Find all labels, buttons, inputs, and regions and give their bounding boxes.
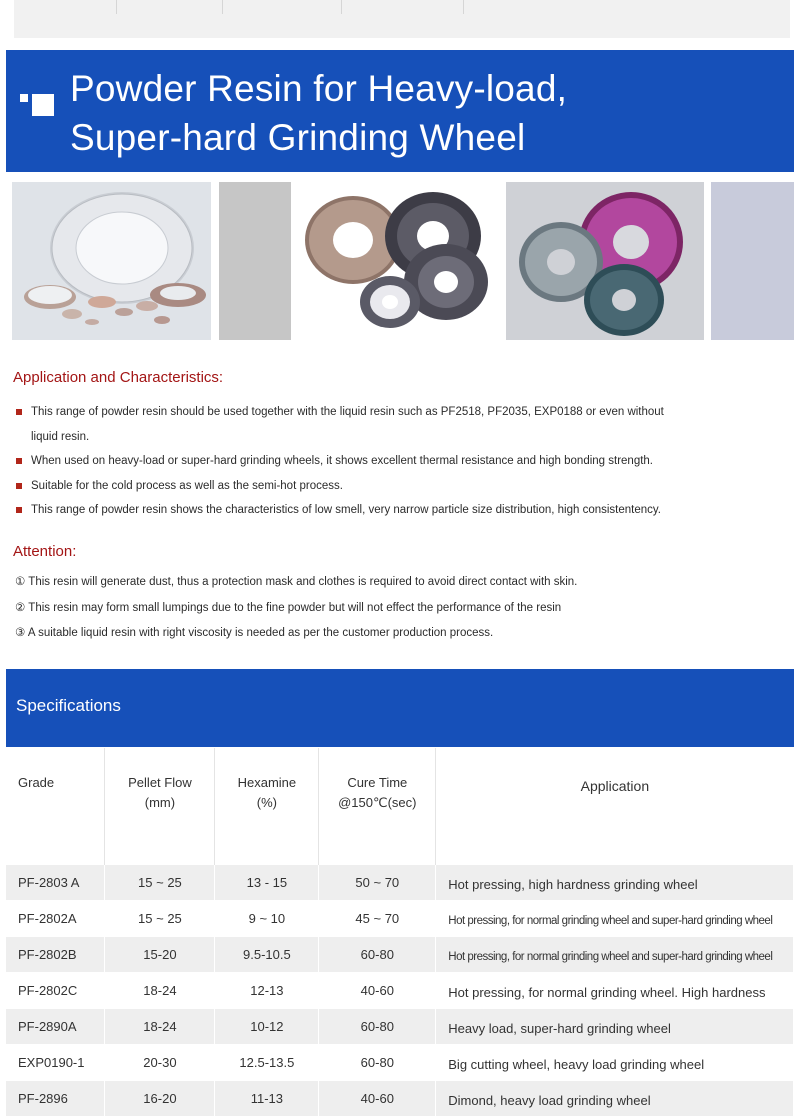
cell-pellet-flow: 16-20 [105,1081,215,1117]
logo-square-large [32,94,54,116]
diamond-wheels-photo [12,182,211,340]
cell-grade: PF-2803 A [6,865,105,901]
specifications-table [6,748,794,1117]
cell-application: Big cutting wheel, heavy load grinding wheel [436,1045,794,1081]
title-banner [6,50,794,172]
bullet-square-icon [16,458,22,464]
cell-hexamine: 13 - 15 [215,865,319,901]
table-row [6,865,794,901]
table-divider [222,0,223,14]
top-table-strip [14,0,790,38]
application-heading: Application and Characteristics: [13,369,224,386]
logo-square-small [20,94,28,102]
gray-spacer-panel [219,182,291,340]
cell-application: Hot pressing, for normal grinding wheel and super-hard grinding wheel [436,901,794,937]
header-pellet-flow: Pellet Flow (mm) [105,748,215,865]
table-divider [463,0,464,14]
cell-pellet-flow: 15 ~ 25 [105,901,215,937]
cell-application: Heavy load, super-hard grinding wheel [436,1009,794,1045]
cell-hexamine: 9 ~ 10 [215,901,319,937]
cell-application: Hot pressing, for normal grinding wheel and super-hard grinding wheel [436,937,794,973]
cell-cure-time: 40-60 [319,1081,436,1117]
header-hexamine: Hexamine (%) [215,748,319,865]
table-header-row [6,748,794,865]
bullet-square-icon [16,483,22,489]
list-item: ① This resin will generate dust, thus a protection mask and clothes is required to avoid direct contact with skin. [15,576,578,588]
header-cure-time: Cure Time @150℃(sec) [319,748,436,865]
cell-hexamine: 12-13 [215,973,319,1009]
title-line-2: Super-hard Grinding Wheel [70,117,526,158]
cell-cure-time: 45 ~ 70 [319,901,436,937]
cell-cure-time: 50 ~ 70 [319,865,436,901]
cell-grade: PF-2802C [6,973,105,1009]
cell-application: Dimond, heavy load grinding wheel [436,1081,794,1117]
cell-cure-time: 60-80 [319,1009,436,1045]
list-item-continuation: liquid resin. [31,430,90,443]
cell-application: Hot pressing, high hardness grinding wheel [436,865,794,901]
header-application: Application [580,778,650,794]
table-row [6,901,794,937]
cell-hexamine: 10-12 [215,1009,319,1045]
application-list [15,400,715,523]
cell-grade: PF-2890A [6,1009,105,1045]
cell-pellet-flow: 15 ~ 25 [105,865,215,901]
bullet-square-icon [16,507,22,513]
specifications-banner [6,669,794,747]
attention-heading: Attention: [13,543,77,560]
cell-grade: PF-2802A [6,901,105,937]
cell-grade: PF-2802B [6,937,105,973]
cell-pellet-flow: 20-30 [105,1045,215,1081]
cell-hexamine: 9.5-10.5 [215,937,319,973]
cell-pellet-flow: 15-20 [105,937,215,973]
lavender-spacer-panel [711,182,794,340]
list-item: This range of powder resin should be used together with the liquid resin such as PF2518, PF2035, EXP0188 or even without [15,400,715,425]
colored-wheels-photo [506,182,704,340]
header-grade: Grade [6,748,105,865]
cell-cure-time: 60-80 [319,937,436,973]
cell-pellet-flow: 18-24 [105,973,215,1009]
attention-list [15,570,775,647]
specifications-heading: Specifications [16,696,121,715]
resin-wheels-photo [298,182,497,340]
cell-cure-time: 40-60 [319,973,436,1009]
list-item: Suitable for the cold process as well as the semi-hot process. [15,474,715,499]
title-line-1: Powder Resin for Heavy-load, [70,68,568,109]
list-item: This range of powder resin shows the characteristics of low smell, very narrow particle size distribution, high consistentency. [15,498,715,523]
cell-pellet-flow: 18-24 [105,1009,215,1045]
table-divider [341,0,342,14]
cell-application: Hot pressing, for normal grinding wheel. High hardness [436,973,794,1009]
table-row [6,1009,794,1045]
table-row [6,1045,794,1081]
table-row [6,1081,794,1117]
cell-hexamine: 12.5-13.5 [215,1045,319,1081]
list-item: ② This resin may form small lumpings due to the fine powder but will not effect the performance of the resin [15,601,562,614]
list-item: When used on heavy-load or super-hard grinding wheels, it shows excellent thermal resistance and high bonding strength. [15,449,715,474]
table-row [6,937,794,973]
cell-cure-time: 60-80 [319,1045,436,1081]
cell-hexamine: 11-13 [215,1081,319,1117]
product-photos [0,182,800,340]
table-row [6,973,794,1009]
cell-grade: PF-2896 [6,1081,105,1117]
table-divider [116,0,117,14]
cell-grade: EXP0190-1 [6,1045,105,1081]
list-item: ③ A suitable liquid resin with right viscosity is needed as per the customer production process. [15,627,494,639]
page-title [70,64,567,162]
bullet-square-icon [16,409,22,415]
